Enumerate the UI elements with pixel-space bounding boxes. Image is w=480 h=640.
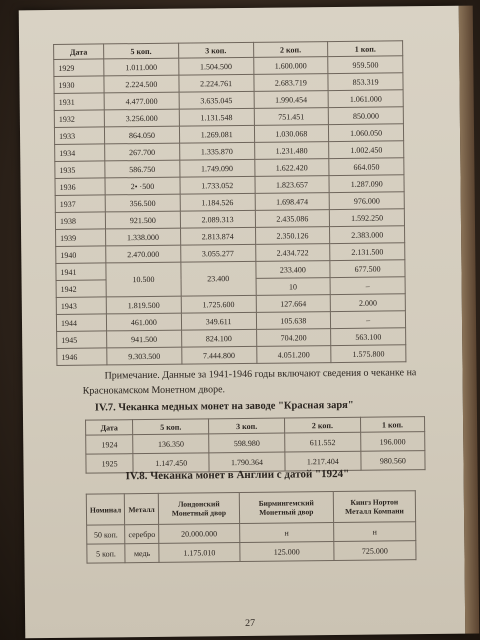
value-cell: 1.184.526: [180, 193, 255, 211]
value-cell: 1.217.404: [285, 451, 361, 471]
value-cell: 1.002.450: [329, 141, 404, 159]
value-cell: 233.400: [255, 261, 330, 279]
value-cell: 1.698.474: [255, 193, 330, 211]
page-number: 27: [245, 617, 256, 629]
value-cell: 10: [256, 278, 331, 296]
value-cell: 349.611: [181, 312, 256, 330]
header-3-kop: 3 коп.: [209, 418, 285, 434]
value-cell: 959.500: [328, 56, 403, 74]
value-cell: 10.500: [106, 262, 181, 297]
value-cell: 611.552: [285, 432, 361, 452]
value-cell: 196.000: [360, 432, 424, 452]
first-cell: 1946: [57, 348, 107, 366]
value-cell: 824.100: [181, 329, 256, 347]
value-cell: 677.500: [330, 260, 405, 278]
first-cell: 1945: [57, 331, 107, 349]
header-1-kop: 1 коп.: [328, 41, 403, 57]
value-cell: 1.600.000: [253, 57, 328, 75]
value-cell: 2.813.874: [180, 227, 255, 245]
value-cell: 2.224.761: [179, 74, 254, 92]
england-minting-table: [86, 490, 417, 563]
first-cell: 1932: [54, 110, 104, 128]
value-cell: 136.350: [133, 434, 209, 454]
value-cell: 751.451: [254, 108, 329, 126]
first-cell: 1943: [56, 297, 106, 315]
value-cell: 1.823.657: [254, 176, 329, 194]
first-cell: 1929: [54, 59, 104, 77]
table-note: Примечание. Данные за 1941-1946 годы включают сведения о чеканке на Краснокамском Монетном дворе.: [82, 367, 417, 397]
value-cell: 1.131.548: [179, 108, 254, 126]
value-cell: 1.175.010: [159, 543, 240, 563]
value-cell: 586.750: [105, 160, 180, 178]
value-cell: 980.560: [361, 451, 425, 471]
value-cell: 23.400: [181, 261, 256, 296]
value-cell: 704.200: [256, 329, 331, 347]
value-cell: 976.000: [329, 192, 404, 210]
book-page: [19, 6, 466, 639]
value-cell: 127.664: [256, 295, 331, 313]
value-cell: 1.147.450: [133, 453, 209, 473]
value-cell: 1.990.454: [254, 91, 329, 109]
first-cell: 1938: [55, 212, 105, 230]
value-cell: 2.470.000: [106, 245, 181, 263]
value-cell: 2.131.500: [330, 243, 405, 261]
value-cell: 1.733.052: [180, 176, 255, 194]
value-cell: 2.350.126: [255, 227, 330, 245]
first-cell: 1933: [54, 127, 104, 145]
table-body-merged: [56, 260, 405, 298]
value-cell: 20.000.000: [159, 524, 240, 544]
value-cell: 3.635.045: [179, 91, 254, 109]
value-cell: 2.089.313: [180, 210, 255, 228]
first-cell: 1931: [54, 93, 104, 111]
value-cell: 2.434.722: [255, 244, 330, 262]
header-denomination: Номинал: [86, 494, 125, 525]
value-cell: н: [239, 523, 333, 543]
value-cell: 853.319: [328, 73, 403, 91]
value-cell: 2.224.500: [104, 75, 179, 93]
header-3-kop: 3 коп.: [178, 42, 253, 58]
value-cell: 563.100: [331, 328, 406, 346]
header-date: Дата: [54, 44, 104, 60]
header-2-kop: 2 коп.: [284, 417, 360, 433]
header-2-kop: 2 коп.: [253, 42, 328, 58]
value-cell: 1.269.081: [179, 125, 254, 143]
value-cell: 1.790.364: [209, 452, 285, 472]
value-cell: 1.749.090: [180, 159, 255, 177]
page-edge: [459, 6, 480, 634]
header-birmingham-mint: Бирмингемский Монетный двор: [239, 492, 334, 524]
header-kings-norton: Кингз Нортон Металл Компани: [333, 491, 415, 523]
value-cell: 921.500: [105, 211, 180, 229]
value-cell: 105.638: [256, 312, 331, 330]
value-cell: 461.000: [106, 313, 181, 331]
year-cell: 1941: [56, 263, 106, 281]
first-cell: 1937: [55, 195, 105, 213]
value-cell: 2• ·500: [105, 177, 180, 195]
value-cell: 1.622.420: [254, 159, 329, 177]
value-cell: 1.504.500: [178, 57, 253, 75]
value-cell: 664.050: [329, 158, 404, 176]
value-cell: 1.030.068: [254, 125, 329, 143]
value-cell: 1.060.050: [329, 124, 404, 142]
first-cell: 1925: [86, 454, 133, 473]
value-cell: 2.000: [330, 294, 405, 312]
table-row: [87, 541, 416, 563]
value-cell: 125.000: [240, 542, 334, 562]
first-cell: 1934: [55, 144, 105, 162]
value-cell: 7.444.800: [182, 346, 257, 364]
value-cell: медь: [125, 543, 159, 562]
value-cell: 850.000: [329, 107, 404, 125]
first-cell: 1940: [56, 246, 106, 264]
value-cell: 864.050: [104, 126, 179, 144]
value-cell: 1.287.090: [329, 175, 404, 193]
krasnaya-zarya-table: [85, 416, 426, 474]
value-cell: 598.980: [209, 433, 285, 453]
table-row: [57, 345, 406, 366]
value-cell: 1.335.870: [179, 142, 254, 160]
first-cell: 1930: [54, 76, 104, 94]
table-body-top: [54, 56, 405, 264]
minting-table-1929-1946: [53, 40, 406, 366]
value-cell: 1.592.250: [330, 209, 405, 227]
table-body-bottom: [56, 294, 406, 366]
value-cell: 267.700: [105, 143, 180, 161]
value-cell: –: [330, 277, 405, 295]
first-cell: 1936: [55, 178, 105, 196]
first-cell: 1935: [55, 161, 105, 179]
header-date: Дата: [86, 420, 133, 435]
first-cell: 5 коп.: [87, 544, 125, 563]
value-cell: серебро: [125, 524, 159, 543]
value-cell: 1.575.800: [331, 345, 406, 363]
section-heading-england: IV.8. Чеканка монет в Англии с датой "1924": [125, 467, 350, 483]
value-cell: 9.303.500: [107, 347, 182, 365]
table-body: [86, 432, 425, 474]
header-5-kop: 5 коп.: [104, 43, 179, 59]
value-cell: 2.683.719: [253, 74, 328, 92]
value-cell: –: [331, 311, 406, 329]
header-london-mint: Лондонский Монетный двор: [158, 493, 239, 525]
header-1-kop: 1 коп.: [360, 417, 424, 433]
value-cell: 2.383.000: [330, 226, 405, 244]
value-cell: 4.051.200: [256, 346, 331, 364]
value-cell: 1.725.600: [181, 295, 256, 313]
value-cell: 1.338.000: [106, 228, 181, 246]
value-cell: 725.000: [334, 541, 416, 561]
year-cell: 1942: [56, 280, 106, 298]
value-cell: 2.435.086: [255, 210, 330, 228]
value-cell: 1.231.480: [254, 142, 329, 160]
header-5-kop: 5 коп.: [133, 419, 209, 435]
table-body: [87, 522, 416, 563]
value-cell: 4.477.000: [104, 92, 179, 110]
first-cell: 50 коп.: [87, 525, 125, 544]
first-cell: 1944: [56, 314, 106, 332]
value-cell: 1.819.500: [106, 296, 181, 314]
value-cell: 941.500: [107, 330, 182, 348]
value-cell: н: [334, 522, 416, 542]
first-cell: 1939: [56, 229, 106, 247]
value-cell: 3.055.277: [180, 244, 255, 262]
header-metal: Металл: [125, 493, 159, 524]
section-heading-krasnaya-zarya: IV.7. Чеканка медных монет на заводе "Красная заря": [94, 399, 354, 414]
table-header-row: [86, 491, 415, 525]
value-cell: 3.256.000: [104, 109, 179, 127]
value-cell: 356.500: [105, 194, 180, 212]
value-cell: 1.061.000: [328, 90, 403, 108]
first-cell: 1924: [86, 435, 133, 454]
value-cell: 1.011.000: [104, 58, 179, 76]
